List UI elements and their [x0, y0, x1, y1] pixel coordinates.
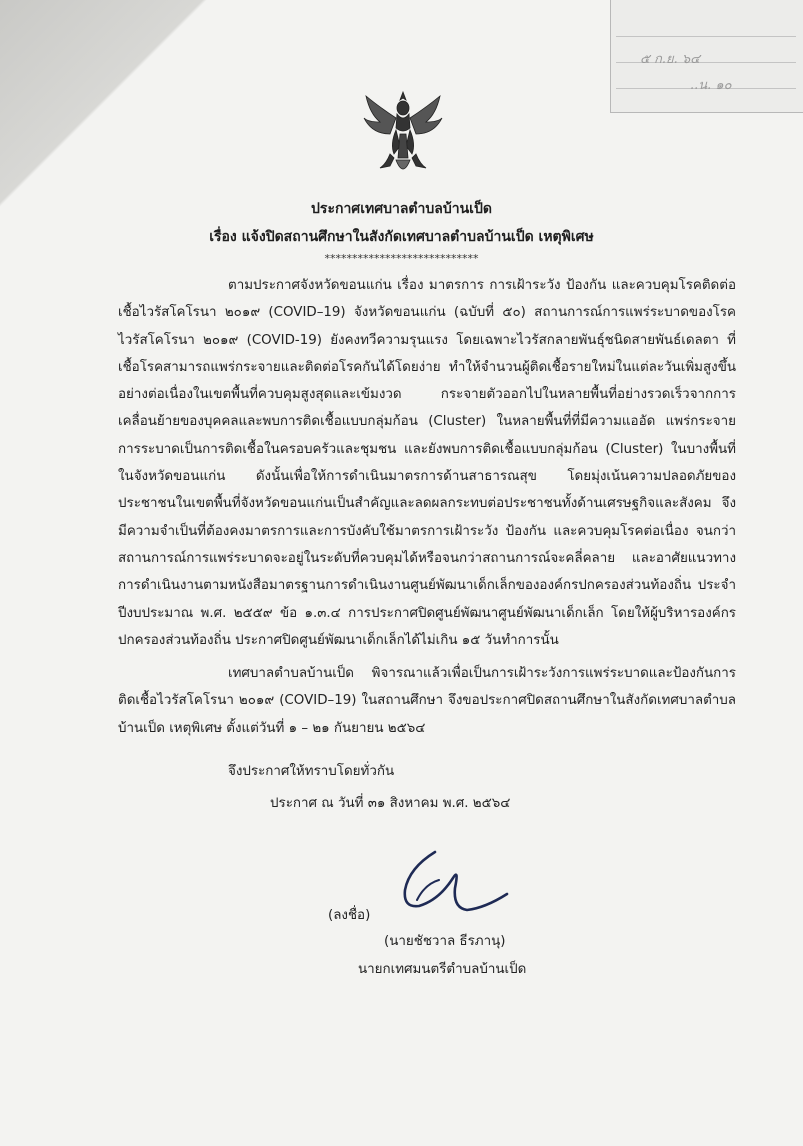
signer-name: (นายชัชวาล ธีรภานุ) [384, 934, 506, 949]
signature-image [395, 848, 525, 922]
sign-label: (ลงชื่อ) [328, 908, 371, 923]
receiving-stamp [610, 0, 803, 113]
garuda-emblem-icon [360, 88, 446, 180]
document-body [118, 272, 736, 742]
paragraph-1: ตามประกาศจังหวัดขอนแก่น เรื่อง มาตรการ การเฝ้าระวัง ป้องกัน และควบคุมโรคติดต่อเชื้อไวรัสโคโรนา ๒๐๑๙ (COVID–19) จังหวัดขอนแก่น (ฉบับที่ ๕๐) สถานการณ์การแพร่ระบาดของโรคไวรัสโคโรนา ๒๐๑๙ (COVID-19) ยังคงทวีความรุนแรง โดยเฉพาะไวรัสกลายพันธุ์ชนิดสายพันธ์เดลตา ที่เชื้อโรคสามารถแพร่กระจายและติดต่อโรคกันได้โดยง่าย ทำให้จำนวนผู้ติดเชื้อรายใหม่ในแต่ละวันเพิ่มสูงขึ้นอย่างต่อเนื่องในเขตพื้นที่ควบคุมสูงสุดและเข้มงวด กระจายตัวออกไปในหลายพื้นที่อย่างรวดเร็วจากการเคลื่อนย้ายของบุคคลและพบการติดเชื้อแบบกลุ่มก้อน (Cluster) ในหลายพื้นที่ที่มีความแออัด แพร่กระจายการระบาดเป็นการติดเชื้อในครอบครัวและชุมชน และยังพบการติดเชื้อแบบกลุ่มก้อน (Cluster) ในบางพื้นที่ในจังหวัดขอนแก่น ดังนั้นเพื่อให้การดำเนินมาตรการด้านสาธารณสุข โดยมุ่งเน้นความปลอดภัยของประชาชนในเขตพื้นที่จังหวัดขอนแก่นเป็นสำคัญและลดผลกระทบต่อประชาชนทั้งด้านเศรษฐกิจและสังคม จึงมีความจำเป็นที่ต้องคงมาตรการและการบังคับใช้มาตรการเฝ้าระวัง ป้องกัน และควบคุมโรคต่อเนื่อง จนกว่าสถานการณ์การแพร่ระบาดจะอยู่ในระดับที่ควบคุมได้หรือจนกว่าสถานการณ์จะคลี่คลาย และอาศัยแนวทางการดำเนินงานตามหนังสือมาตรฐานการดำเนินงานศูนย์พัฒนาเด็กเล็กขององค์กรปกครองส่วนท้องถิ่น ประจำปีงบประมาณ พ.ศ. ๒๕๕๙ ข้อ ๑.๓.๔ การประกาศปิดศูนย์พัฒนาศูนย์พัฒนาเด็กเล็ก โดยให้ผู้บริหารองค์กรปกครองส่วนท้องถิ่น ประกาศปิดศูนย์พัฒนาเด็กเล็กได้ไม่เกิน ๑๕ วันทำการนั้น [118, 278, 736, 648]
date-line: ประกาศ ณ วันที่ ๓๑ สิงหาคม พ.ศ. ๒๕๖๔ [270, 796, 511, 811]
stamp-line-3: ..น. ๑๐ [690, 78, 732, 93]
document-title: ประกาศเทศบาลตำบลบ้านเป็ด [311, 201, 492, 217]
separator: **************************** [324, 252, 479, 265]
closing-line: จึงประกาศให้ทราบโดยทั่วกัน [228, 764, 395, 779]
page-fold-shadow [0, 0, 240, 210]
paragraph-2: เทศบาลตำบลบ้านเป็ด พิจารณาแล้วเพื่อเป็นการเฝ้าระวังการแพร่ระบาดและป้องกันการติดเชื้อไวรัสโคโรนา ๒๐๑๙ (COVID–19) ในสถานศึกษา จึงขอประกาศปิดสถานศึกษาในสังกัดเทศบาลตำบลบ้านเป็ด เหตุพิเศษ ตั้งแต่วันที่ ๑ – ๒๑ กันยายน ๒๕๖๔ [118, 666, 736, 736]
document-subject: เรื่อง แจ้งปิดสถานศึกษาในสังกัดเทศบาลตำบลบ้านเป็ด เหตุพิเศษ [209, 229, 594, 245]
signer-position: นายกเทศมนตรีตำบลบ้านเป็ด [358, 962, 527, 977]
stamp-line-2: ๕ ก.ย. ๖๔ [640, 52, 700, 67]
